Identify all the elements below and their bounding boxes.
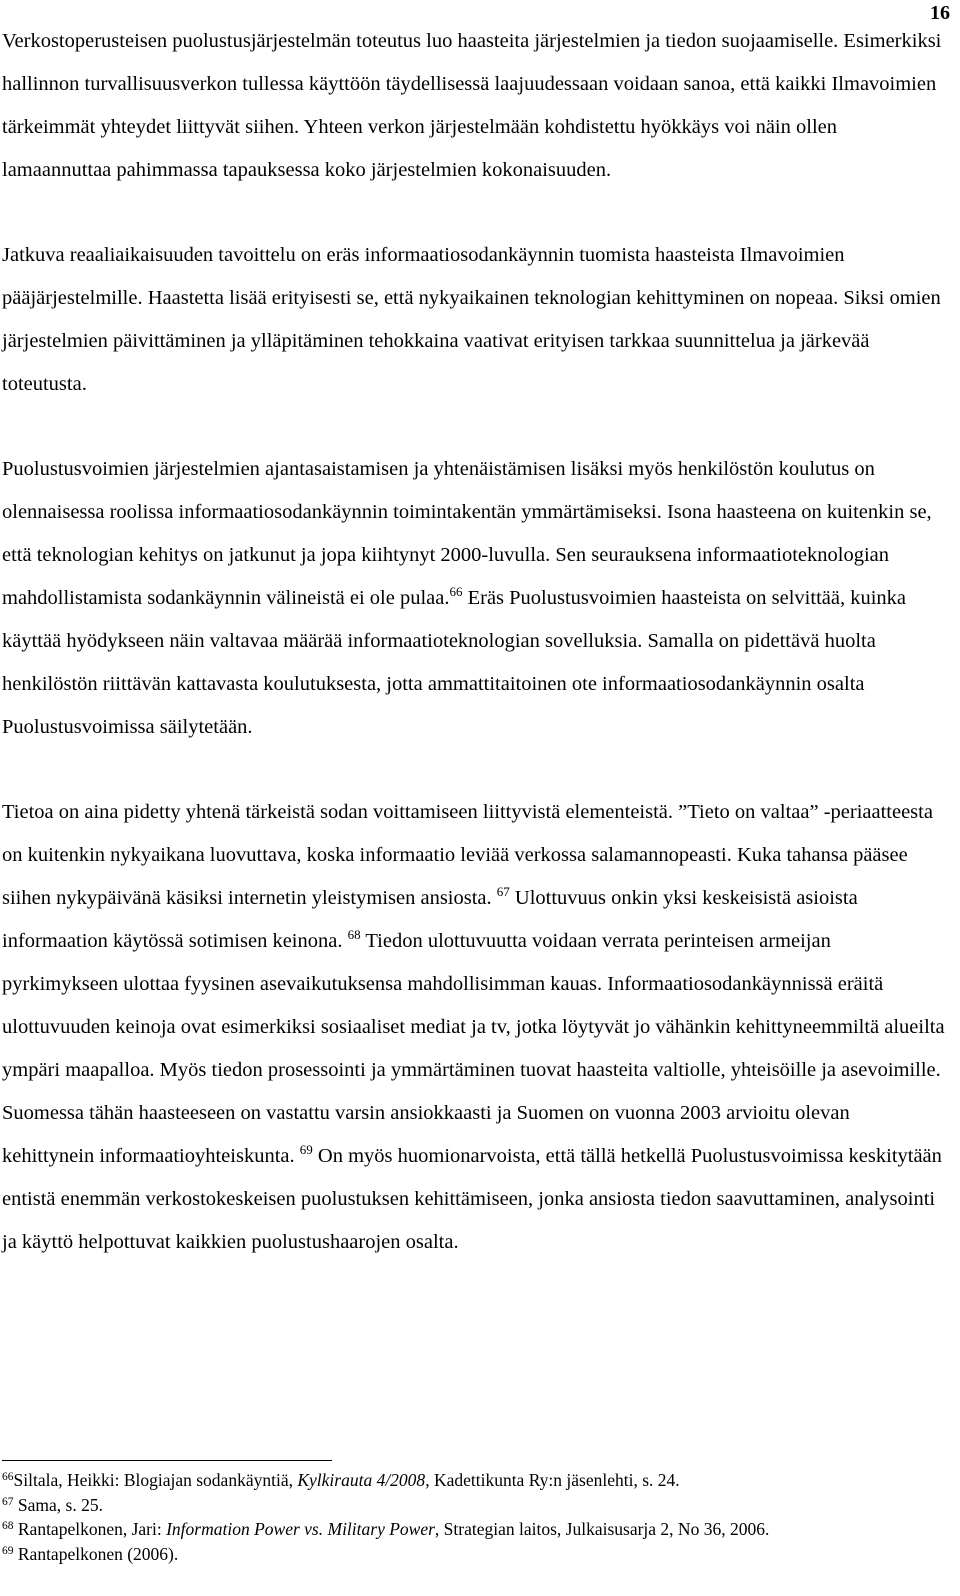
paragraph-3-part-2: Eräs Puolustusvoimien haasteista on selvittää, kuinka käyttää hyödykseen näin valtavaa määrää informaatioteknologian sovelluksia. Samalla on pidettävä huolta henkilöstön riittävän kattavasta koulutuksesta, jotta ammattitaitoinen ote informaatiosodankäynnin osalta Puolustusvoimissa säilytetään. [2,587,907,738]
footnote-text: Rantapelkonen (2006). [13,1543,179,1564]
footnote-number: 68 [2,1520,14,1532]
footnote-67 [2,1493,947,1518]
footnote-separator [2,1460,332,1461]
footnotes [2,1468,947,1566]
footnote-number: 69 [2,1544,14,1557]
paragraph-3 [2,448,947,749]
page-number: 16 [930,2,950,24]
footnote-text: Rantapelkonen, Jari: [13,1519,167,1539]
footnote-text-end: , Strategian laitos, Julkaisusarja 2, No 36, 2006. [434,1519,770,1539]
footnote-number: 66 [2,1471,14,1483]
paragraph-4-part-3: Tiedon ulottuvuutta voidaan verrata perinteisen armeijan pyrkimykseen ulottaa fyysinen asevaikutuksensa mahdollisimman kauas. Informaatiosodankäynnissä eräitä ulottuvuuden keinoja ovat esimerkiksi sosiaaliset mediat ja tv, jotka löytyvät jo vähänkin kehittyneemmiltä alueilta ympäri maapalloa. Myös tiedon prosessointi ja ymmärtäminen tuovat haasteita valtiolle, yhteisöille ja asevoimille. Suomessa tähän haasteeseen on vastattu varsin ansiokkaasti ja Suomen on vuonna 2003 arvioitu olevan kehittynein informaatioyhteiskunta. [2,930,945,1167]
paragraph-4-part-1: Tietoa on aina pidetty yhtenä tärkeistä sodan voittamiseen liittyvistä elementeistä. ”Tieto on valtaa” -periaatteesta on kuitenkin nykyaikana luovuttava, koska informaatio leviää verkossa salamannopeasti. Kuka tahansa pääsee siihen nykypäivänä käsiksi internetin yleistymisen ansiosta. [2,801,933,909]
footnote-italic: Kylkirauta 4/2008 [297,1470,426,1490]
footnote-number: 67 [2,1495,14,1508]
footnote-69 [2,1542,947,1567]
footnote-text: Siltala, Heikki: Blogiajan sodankäyntiä, [13,1470,298,1490]
footnote-text: Sama, s. 25. [13,1494,103,1515]
paragraph-4 [2,791,947,1264]
footnote-text-end: , Kadettikunta Ry:n jäsenlehti, s. 24. [425,1470,680,1490]
footnote-ref-67: 67 [496,884,510,899]
footnote-italic: Information Power vs. Military Power [166,1519,435,1539]
footnote-ref-66: 66 [449,584,463,599]
footnote-68 [2,1517,947,1542]
footnote-66 [2,1468,947,1493]
paragraph-3-part-1: Puolustusvoimien järjestelmien ajantasaistamisen ja yhtenäistämisen lisäksi myös henkilöstön koulutus on olennaisessa roolissa informaatiosodankäynnin toimintakentän ymmärtämiseksi. Isona haasteena on kuitenkin se, että teknologian kehitys on jatkunut ja jopa kiihtynyt 2000-luvulla. Sen seurauksena informaatioteknologian mahdollistamista sodankäynnin välineistä ei ole pulaa. [2,458,932,609]
paragraph-1: Verkostoperusteisen puolustusjärjestelmän toteutus luo haasteita järjestelmien ja tiedon suojaamiselle. Esimerkiksi hallinnon turvallisuusverkon tullessa käyttöön täydellisessä laajuudessaan voidaan sanoa, että kaikki Ilmavoimien tärkeimmät yhteydet liittyvät siihen. Yhteen verkon järjestelmään kohdistettu hyökkäys voi näin ollen lamaannuttaa pahimmassa tapauksessa koko järjestelmien kokonaisuuden. [2,30,942,181]
footnote-ref-68: 68 [347,927,361,942]
paragraph-4-part-2: Ulottuvuus onkin yksi keskeisistä asioista informaation käytössä sotimisen keinona. [2,887,858,952]
document-body [2,20,947,1264]
paragraph-4-part-4: On myös huomionarvoista, että tällä hetkellä Puolustusvoimissa keskitytään entistä enemmän verkostokeskeisen puolustuksen kehittämiseen, jonka ansiosta tiedon saavuttaminen, analysointi ja käyttö helpottuvat kaikkien puolustushaarojen osalta. [2,1145,942,1253]
paragraph-2: Jatkuva reaaliaikaisuuden tavoittelu on eräs informaatiosodankäynnin tuomista haasteista Ilmavoimien pääjärjestelmille. Haastetta lisää erityisesti se, että nykyaikainen teknologian kehittyminen on nopeaa. Siksi omien järjestelmien päivittäminen ja ylläpitäminen tehokkaina vaativat erityisen tarkkaa suunnittelua ja järkevää toteutusta. [2,244,941,395]
footnote-ref-69: 69 [299,1142,313,1157]
